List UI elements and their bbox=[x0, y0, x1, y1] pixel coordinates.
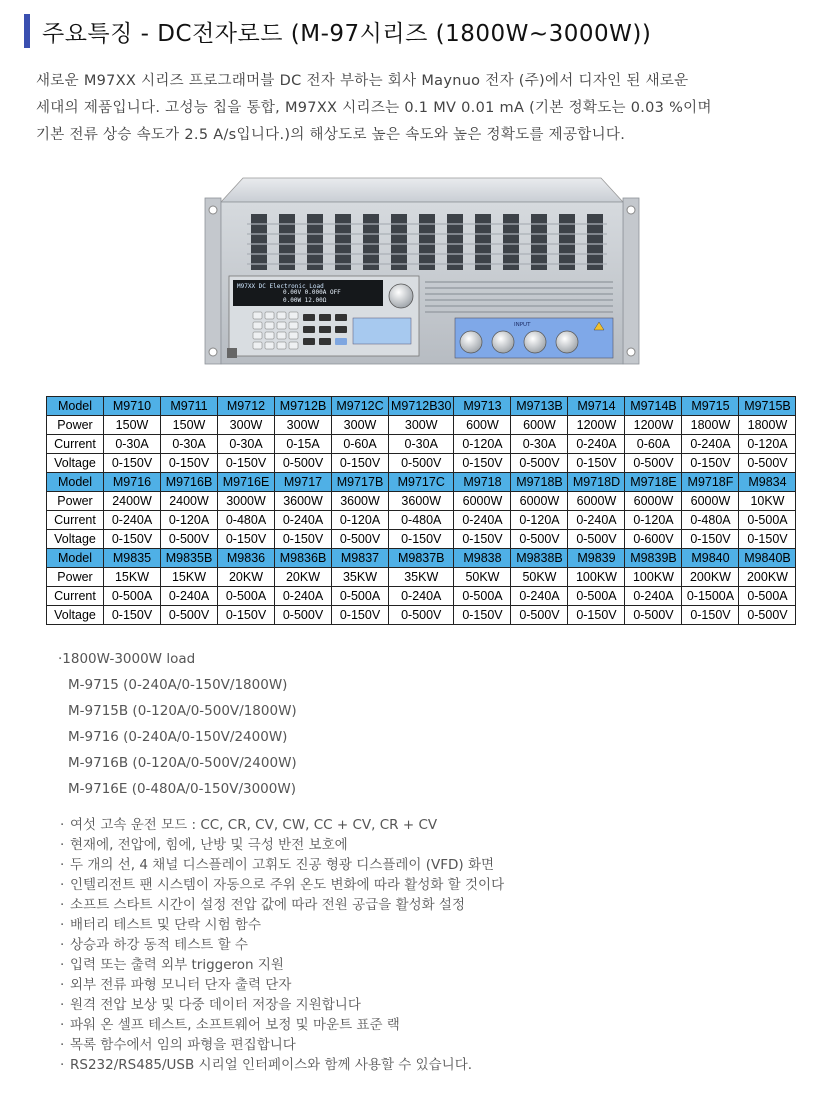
feature-item bbox=[60, 835, 504, 855]
spec-cell: 0-150V bbox=[682, 454, 739, 473]
spec-cell: 2400W bbox=[104, 492, 161, 511]
spec-cell: 10KW bbox=[739, 492, 796, 511]
spec-cell: 0-120A bbox=[332, 511, 389, 530]
spec-cell: 0-240A bbox=[454, 511, 511, 530]
spec-cell: 300W bbox=[218, 416, 275, 435]
load-item: M-9716 (0-240A/0-150V/2400W) bbox=[68, 729, 288, 745]
spec-cell: M9713B bbox=[511, 397, 568, 416]
spec-table-row bbox=[47, 454, 796, 473]
bullet-icon: · bbox=[60, 957, 65, 973]
spec-cell: M9839B bbox=[625, 549, 682, 568]
spec-table-row bbox=[47, 549, 796, 568]
bullet-icon: · bbox=[60, 1057, 65, 1073]
spec-cell: M9838 bbox=[454, 549, 511, 568]
spec-cell: 0-30A bbox=[218, 435, 275, 454]
spec-cell: 0-500A bbox=[454, 587, 511, 606]
spec-cell: 3600W bbox=[332, 492, 389, 511]
spec-cell: 0-30A bbox=[104, 435, 161, 454]
feature-text: 현재에, 전압에, 힘에, 난방 및 극성 반전 보호에 bbox=[70, 837, 348, 853]
spec-cell: 0-240A bbox=[275, 587, 332, 606]
rack-ear-left bbox=[205, 198, 221, 364]
spec-table-row bbox=[47, 492, 796, 511]
spec-cell: 0-500V bbox=[161, 530, 218, 549]
spec-cell: M9712B30 bbox=[389, 397, 454, 416]
spec-cell: M9716E bbox=[218, 473, 275, 492]
spec-cell: 0-150V bbox=[454, 606, 511, 625]
spec-cell: M9835 bbox=[104, 549, 161, 568]
spec-cell: 600W bbox=[454, 416, 511, 435]
rack-hole bbox=[209, 348, 217, 356]
spec-cell: 35KW bbox=[332, 568, 389, 587]
spec-cell: 0-120A bbox=[739, 435, 796, 454]
spec-table bbox=[46, 396, 796, 625]
spec-cell: 200KW bbox=[739, 568, 796, 587]
spec-cell: 0-240A bbox=[682, 435, 739, 454]
bullet-icon: · bbox=[60, 997, 65, 1013]
spec-cell: M9714 bbox=[568, 397, 625, 416]
spec-cell: M9717B bbox=[332, 473, 389, 492]
spec-cell: 0-30A bbox=[161, 435, 218, 454]
feature-text: 원격 전압 보상 및 다중 데이터 저장을 지원합니다 bbox=[70, 997, 361, 1013]
spec-cell: 15KW bbox=[104, 568, 161, 587]
spec-row-label: Current bbox=[47, 435, 104, 454]
feature-text: 파워 온 셀프 테스트, 소프트웨어 보정 및 마운트 표준 랙 bbox=[70, 1017, 400, 1033]
spec-cell: 0-150V bbox=[332, 606, 389, 625]
feature-item bbox=[60, 975, 504, 995]
intro-line: 새로운 M97XX 시리즈 프로그래머블 DC 전자 부하는 회사 Maynuo 전자 (주)에서 디자인 된 새로운 bbox=[36, 73, 689, 89]
spec-cell: 0-480A bbox=[682, 511, 739, 530]
feature-item bbox=[60, 855, 504, 875]
spec-cell: 2400W bbox=[161, 492, 218, 511]
spec-cell: 300W bbox=[332, 416, 389, 435]
spec-cell: 3600W bbox=[389, 492, 454, 511]
spec-cell: 0-150V bbox=[218, 530, 275, 549]
spec-table-row bbox=[47, 511, 796, 530]
spec-cell: 0-240A bbox=[275, 511, 332, 530]
spec-cell: M9716B bbox=[161, 473, 218, 492]
load-item: M-9716B (0-120A/0-500V/2400W) bbox=[68, 755, 297, 771]
spec-cell: M9835B bbox=[161, 549, 218, 568]
spec-cell: 0-500V bbox=[389, 606, 454, 625]
load-section bbox=[58, 646, 297, 802]
intro-line: 기본 전류 상승 속도가 2.5 A/s입니다.)의 해상도로 높은 속도와 높은 정확도를 제공합니다. bbox=[36, 127, 626, 143]
load-item: M-9716E (0-480A/0-150V/3000W) bbox=[68, 781, 296, 797]
rack-hole bbox=[627, 206, 635, 214]
spec-cell: 0-500V bbox=[625, 454, 682, 473]
spec-cell: M9715 bbox=[682, 397, 739, 416]
spec-table-row bbox=[47, 606, 796, 625]
spec-cell: M9836 bbox=[218, 549, 275, 568]
spec-cell: 0-500V bbox=[511, 606, 568, 625]
bullet-icon: · bbox=[60, 1037, 65, 1053]
spec-cell: 0-500V bbox=[332, 530, 389, 549]
spec-cell: M9840B bbox=[739, 549, 796, 568]
terminal-knob[interactable] bbox=[460, 331, 482, 353]
feature-list bbox=[60, 815, 504, 1075]
spec-cell: 6000W bbox=[511, 492, 568, 511]
spec-cell: 0-120A bbox=[625, 511, 682, 530]
bullet-icon: · bbox=[60, 857, 65, 873]
spec-cell: 0-150V bbox=[739, 530, 796, 549]
page-title: 주요특징 - DC전자로드 (M-97시리즈 (1800W~3000W)) bbox=[42, 20, 652, 47]
spec-cell: 0-240A bbox=[389, 587, 454, 606]
spec-cell: M9716 bbox=[104, 473, 161, 492]
spec-row-label: Power bbox=[47, 416, 104, 435]
spec-cell: 0-500A bbox=[218, 587, 275, 606]
spec-cell: M9834 bbox=[739, 473, 796, 492]
spec-cell: M9712C bbox=[332, 397, 389, 416]
spec-cell: 0-60A bbox=[332, 435, 389, 454]
feature-text: 배터리 테스트 및 단락 시험 함수 bbox=[70, 917, 261, 933]
feature-text: 인텔리전트 팬 시스템이 자동으로 주위 온도 변화에 따라 활성화 할 것이다 bbox=[70, 877, 505, 893]
spec-cell: 0-150V bbox=[104, 530, 161, 549]
spec-cell: 1800W bbox=[682, 416, 739, 435]
feature-item bbox=[60, 875, 504, 895]
bullet-icon: · bbox=[60, 837, 65, 853]
feature-item bbox=[60, 815, 504, 835]
spec-cell: 150W bbox=[161, 416, 218, 435]
spec-cell: M9839 bbox=[568, 549, 625, 568]
spec-cell: 600W bbox=[511, 416, 568, 435]
spec-table-row bbox=[47, 473, 796, 492]
rotary-knob[interactable] bbox=[389, 284, 413, 308]
load-item: M-9715 (0-240A/0-150V/1800W) bbox=[68, 677, 288, 693]
feature-item bbox=[60, 1015, 504, 1035]
spec-row-label: Voltage bbox=[47, 530, 104, 549]
spec-cell: M9718 bbox=[454, 473, 511, 492]
spec-cell: 0-30A bbox=[389, 435, 454, 454]
spec-cell: M9717C bbox=[389, 473, 454, 492]
spec-row-label: Model bbox=[47, 473, 104, 492]
feature-item bbox=[60, 1055, 504, 1075]
spec-table-row bbox=[47, 530, 796, 549]
spec-cell: 0-120A bbox=[161, 511, 218, 530]
spec-cell: M9837 bbox=[332, 549, 389, 568]
terminal-knob[interactable] bbox=[492, 331, 514, 353]
spec-cell: M9837B bbox=[389, 549, 454, 568]
feature-item bbox=[60, 955, 504, 975]
spec-cell: 1200W bbox=[625, 416, 682, 435]
spec-cell: 0-150V bbox=[568, 454, 625, 473]
spec-cell: 0-150V bbox=[275, 530, 332, 549]
spec-cell: 6000W bbox=[682, 492, 739, 511]
spec-cell: 50KW bbox=[454, 568, 511, 587]
spec-cell: 0-240A bbox=[568, 511, 625, 530]
spec-row-label: Current bbox=[47, 511, 104, 530]
feature-text: RS232/RS485/USB 시리얼 인터페이스와 함께 사용할 수 있습니다. bbox=[70, 1057, 473, 1073]
spec-cell: M9715B bbox=[739, 397, 796, 416]
spec-cell: 0-500A bbox=[739, 511, 796, 530]
feature-item bbox=[60, 1035, 504, 1055]
spec-cell: 0-150V bbox=[682, 530, 739, 549]
spec-cell: M9718E bbox=[625, 473, 682, 492]
feature-text: 외부 전류 파형 모니터 단자 출력 단자 bbox=[70, 977, 292, 993]
spec-cell: M9712 bbox=[218, 397, 275, 416]
spec-row-label: Voltage bbox=[47, 606, 104, 625]
spec-cell: 1800W bbox=[739, 416, 796, 435]
spec-cell: 0-150V bbox=[454, 530, 511, 549]
spec-cell: 0-500A bbox=[568, 587, 625, 606]
feature-text: 여섯 고속 운전 모드 : CC, CR, CV, CW, CC + CV, CR + CV bbox=[70, 817, 438, 833]
spec-row-label: Model bbox=[47, 549, 104, 568]
spec-row-label: Model bbox=[47, 397, 104, 416]
spec-cell: 20KW bbox=[275, 568, 332, 587]
spec-row-label: Power bbox=[47, 568, 104, 587]
chassis-top bbox=[221, 178, 623, 202]
display-line-2: 0.00W 12.00Ω bbox=[283, 297, 327, 304]
spec-cell: 0-500A bbox=[332, 587, 389, 606]
feature-item bbox=[60, 895, 504, 915]
feature-text: 두 개의 선, 4 채널 디스플레이 고휘도 진공 형광 디스플레이 (VFD) 화면 bbox=[70, 857, 495, 873]
spec-cell: 0-500A bbox=[104, 587, 161, 606]
power-switch[interactable] bbox=[227, 348, 237, 358]
spec-row-label: Voltage bbox=[47, 454, 104, 473]
spec-cell: 6000W bbox=[454, 492, 511, 511]
spec-cell: M9718B bbox=[511, 473, 568, 492]
spec-cell: 0-150V bbox=[218, 606, 275, 625]
spec-cell: 0-30A bbox=[511, 435, 568, 454]
spec-cell: 0-240A bbox=[625, 587, 682, 606]
spec-table-row bbox=[47, 587, 796, 606]
rack-hole bbox=[209, 206, 217, 214]
load-item: M-9715B (0-120A/0-500V/1800W) bbox=[68, 703, 297, 719]
spec-cell: M9714B bbox=[625, 397, 682, 416]
spec-cell: 6000W bbox=[625, 492, 682, 511]
spec-cell: M9712B bbox=[275, 397, 332, 416]
bullet-icon: · bbox=[60, 1017, 65, 1033]
spec-cell: 100KW bbox=[625, 568, 682, 587]
spec-cell: 0-500V bbox=[389, 454, 454, 473]
spec-cell: 0-1500A bbox=[682, 587, 739, 606]
bullet-icon: · bbox=[60, 877, 65, 893]
spec-cell: 0-150V bbox=[454, 454, 511, 473]
spec-cell: 15KW bbox=[161, 568, 218, 587]
spec-cell: 0-500V bbox=[739, 454, 796, 473]
intro-line: 세대의 제품입니다. 고성능 칩을 통합, M97XX 시리즈는 0.1 MV 0.01 mA (기본 정확도는 0.03 %이며 bbox=[36, 100, 712, 116]
spec-table-row bbox=[47, 397, 796, 416]
spec-cell: 150W bbox=[104, 416, 161, 435]
rack-hole bbox=[627, 348, 635, 356]
spec-cell: 3600W bbox=[275, 492, 332, 511]
spec-cell: 0-150V bbox=[682, 606, 739, 625]
spec-cell: 0-150V bbox=[104, 606, 161, 625]
spec-cell: 0-500A bbox=[739, 587, 796, 606]
page-title-bar bbox=[24, 14, 651, 48]
brand-label: M97XX DC Electronic Load bbox=[237, 283, 324, 290]
spec-cell: 0-150V bbox=[568, 606, 625, 625]
spec-cell: 0-600V bbox=[625, 530, 682, 549]
spec-cell: 0-500V bbox=[511, 530, 568, 549]
spec-cell: M9711 bbox=[161, 397, 218, 416]
spec-table-row bbox=[47, 435, 796, 454]
spec-cell: 0-240A bbox=[104, 511, 161, 530]
spec-table-row bbox=[47, 416, 796, 435]
spec-cell: 0-120A bbox=[454, 435, 511, 454]
spec-cell: 0-120A bbox=[511, 511, 568, 530]
spec-cell: M9718D bbox=[568, 473, 625, 492]
spec-cell: 0-480A bbox=[218, 511, 275, 530]
load-section-title: ·1800W-3000W load bbox=[58, 651, 196, 667]
spec-cell: 0-240A bbox=[511, 587, 568, 606]
display-line-1: 0.00V 0.000A OFF bbox=[283, 289, 341, 296]
feature-text: 목록 함수에서 임의 파형을 편집합니다 bbox=[70, 1037, 296, 1053]
spec-table-row bbox=[47, 568, 796, 587]
spec-cell: 0-500V bbox=[739, 606, 796, 625]
spec-cell: 0-500V bbox=[625, 606, 682, 625]
spec-cell: 1200W bbox=[568, 416, 625, 435]
feature-text: 소프트 스타트 시간이 설정 전압 값에 따라 전원 공급을 활성화 설정 bbox=[70, 897, 466, 913]
spec-cell: M9838B bbox=[511, 549, 568, 568]
usb-port-panel bbox=[353, 318, 411, 344]
spec-row-label: Power bbox=[47, 492, 104, 511]
bullet-icon: · bbox=[60, 977, 65, 993]
terminal-knob[interactable] bbox=[556, 331, 578, 353]
spec-cell: 0-150V bbox=[218, 454, 275, 473]
bullet-icon: · bbox=[60, 937, 65, 953]
spec-cell: 0-500V bbox=[511, 454, 568, 473]
spec-cell: 0-500V bbox=[275, 454, 332, 473]
spec-cell: 300W bbox=[275, 416, 332, 435]
spec-cell: 50KW bbox=[511, 568, 568, 587]
spec-cell: 35KW bbox=[389, 568, 454, 587]
spec-cell: 20KW bbox=[218, 568, 275, 587]
bullet-icon: · bbox=[60, 817, 65, 833]
spec-cell: 0-240A bbox=[568, 435, 625, 454]
spec-cell: 0-150V bbox=[161, 454, 218, 473]
feature-item bbox=[60, 935, 504, 955]
spec-cell: 0-240A bbox=[161, 587, 218, 606]
spec-cell: 0-500V bbox=[568, 530, 625, 549]
spec-cell: 0-60A bbox=[625, 435, 682, 454]
spec-cell: M9836B bbox=[275, 549, 332, 568]
title-accent-bar bbox=[24, 14, 30, 48]
spec-cell: 0-150V bbox=[389, 530, 454, 549]
spec-cell: 0-150V bbox=[332, 454, 389, 473]
spec-cell: M9710 bbox=[104, 397, 161, 416]
spec-cell: 0-480A bbox=[389, 511, 454, 530]
spec-cell: 0-15A bbox=[275, 435, 332, 454]
spec-cell: 3000W bbox=[218, 492, 275, 511]
spec-cell: M9840 bbox=[682, 549, 739, 568]
bullet-icon: · bbox=[60, 897, 65, 913]
spec-cell: 100KW bbox=[568, 568, 625, 587]
spec-cell: 200KW bbox=[682, 568, 739, 587]
spec-cell: 300W bbox=[389, 416, 454, 435]
intro-paragraph bbox=[36, 68, 812, 149]
enter-button[interactable] bbox=[335, 338, 347, 345]
bullet-icon: · bbox=[60, 917, 65, 933]
spec-cell: M9717 bbox=[275, 473, 332, 492]
input-label: INPUT bbox=[514, 322, 531, 328]
feature-text: 상승과 하강 동적 테스트 할 수 bbox=[70, 937, 248, 953]
product-image bbox=[203, 176, 641, 366]
spec-cell: M9718F bbox=[682, 473, 739, 492]
feature-item bbox=[60, 915, 504, 935]
terminal-knob[interactable] bbox=[524, 331, 546, 353]
feature-text: 입력 또는 출력 외부 triggeron 지원 bbox=[70, 957, 284, 973]
spec-cell: M9713 bbox=[454, 397, 511, 416]
spec-cell: 6000W bbox=[568, 492, 625, 511]
spec-cell: 0-500V bbox=[161, 606, 218, 625]
spec-row-label: Current bbox=[47, 587, 104, 606]
spec-cell: 0-150V bbox=[104, 454, 161, 473]
rack-ear-right bbox=[623, 198, 639, 364]
feature-item bbox=[60, 995, 504, 1015]
spec-cell: 0-500V bbox=[275, 606, 332, 625]
